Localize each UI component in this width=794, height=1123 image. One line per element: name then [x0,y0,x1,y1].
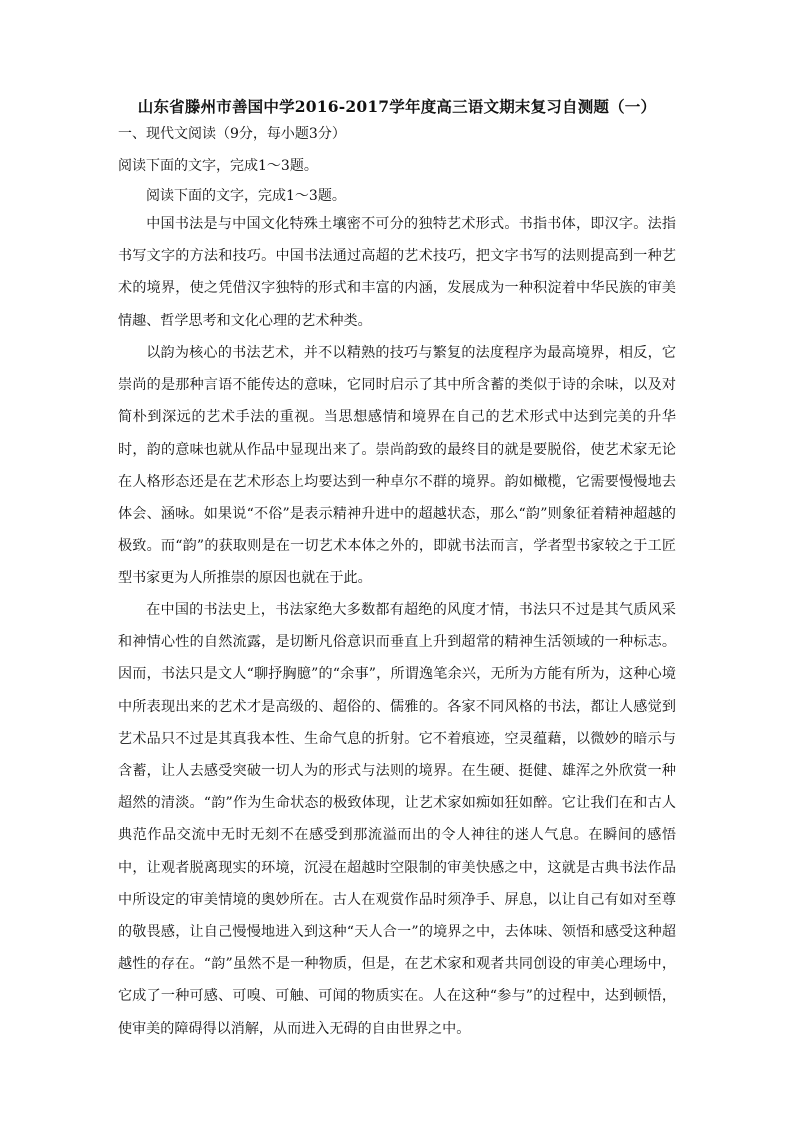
section-heading: 一、现代文阅读（9分，每小题3分） [118,126,346,142]
passage-paragraph-3: 在中国的书法史上，书法家绝大多数都有超绝的风度才情，书法只不过是其气质风采和神情心性的自然流露，是切断凡俗意识而垂直上升到超常的精神生活领域的一种标志。因而，书法只是文人“聊抒胸臆”的“余事”，所谓逸笔余兴，无所为方能有所为，这种心境中所表现出来的艺术才是高级的、超俗的、儒雅的。各家不同风格的书法，都让人感觉到艺术品只不过是其真我本性、生命气息的折射。它不着痕迹，空灵蕴藉，以微妙的暗示与含蓄，让人去感受突破一切人为的形式与法则的境界。在生硬、挺健、雄浑之外欣赏一种超然的清淡。“韵”作为生命状态的极致体现，让艺术家如痴如狂如醉。它让我们在和古人典范作品交流中无时无刻不在感受到那流溢而出的令人神往的迷人气息。在瞬间的感悟中，让观者脱离现实的环境，沉浸在超越时空限制的审美快感之中，这就是古典书法作品中所设定的审美情境的奥妙所在。古人在观赏作品时须净手、屏息，以让自己有如对至尊的敬畏感，让自己慢慢地进入到这种“天人合一”的境界之中，去体味、领悟和感受这种超越性的存在。“韵”虽然不是一种物质，但是，在艺术家和观者共同创设的审美心理场中，它成了一种可感、可嗅、可触、可闻的物质实在。人在这种“参与”的过程中，达到顿悟，使审美的障碍得以消解，从而进入无碍的自由世界之中。 [118,602,676,1037]
passage-paragraph-2: 以韵为核心的书法艺术，并不以精熟的技巧与繁复的法度程序为最高境界，相反，它崇尚的是那种言语不能传达的意味，它同时启示了其中所含蓄的类似于诗的余味，以及对简朴到深远的艺术手法的重视。当思想感情和境界在自己的艺术形式中达到完美的升华时，韵的意味也就从作品中显现出来了。崇尚韵致的最终目的就是要脱俗，使艺术家无论在人格形态还是在艺术形态上均要达到一种卓尔不群的境界。韵如橄榄，它需要慢慢地去体会、涵咏。如果说“不俗”是表示精神升进中的超越状态，那么“韵”则象征着精神超越的极致。而“韵”的获取则是在一切艺术本体之外的，即就书法而言，学者型书家较之于工匠型书家更为人所推崇的原因也就在于此。 [118,345,676,587]
reading-instruction-indented: 阅读下面的文字，完成1～3题。 [146,188,346,204]
document-title: 山东省滕州市善国中学2016-2017学年度高三语文期末复习自测题（一） [137,97,657,116]
reading-instruction: 阅读下面的文字，完成1～3题。 [118,158,318,174]
passage-paragraph-1: 中国书法是与中国文化特殊土壤密不可分的独特艺术形式。书指书体，即汉字。法指书写文字的方法和技巧。中国书法通过高超的艺术技巧，把文字书写的法则提高到一种艺术的境界，使之凭借汉字独特的形式和丰富的内涵，发展成为一种积淀着中华民族的审美情趣、哲学思考和文化心理的艺术种类。 [118,216,676,329]
